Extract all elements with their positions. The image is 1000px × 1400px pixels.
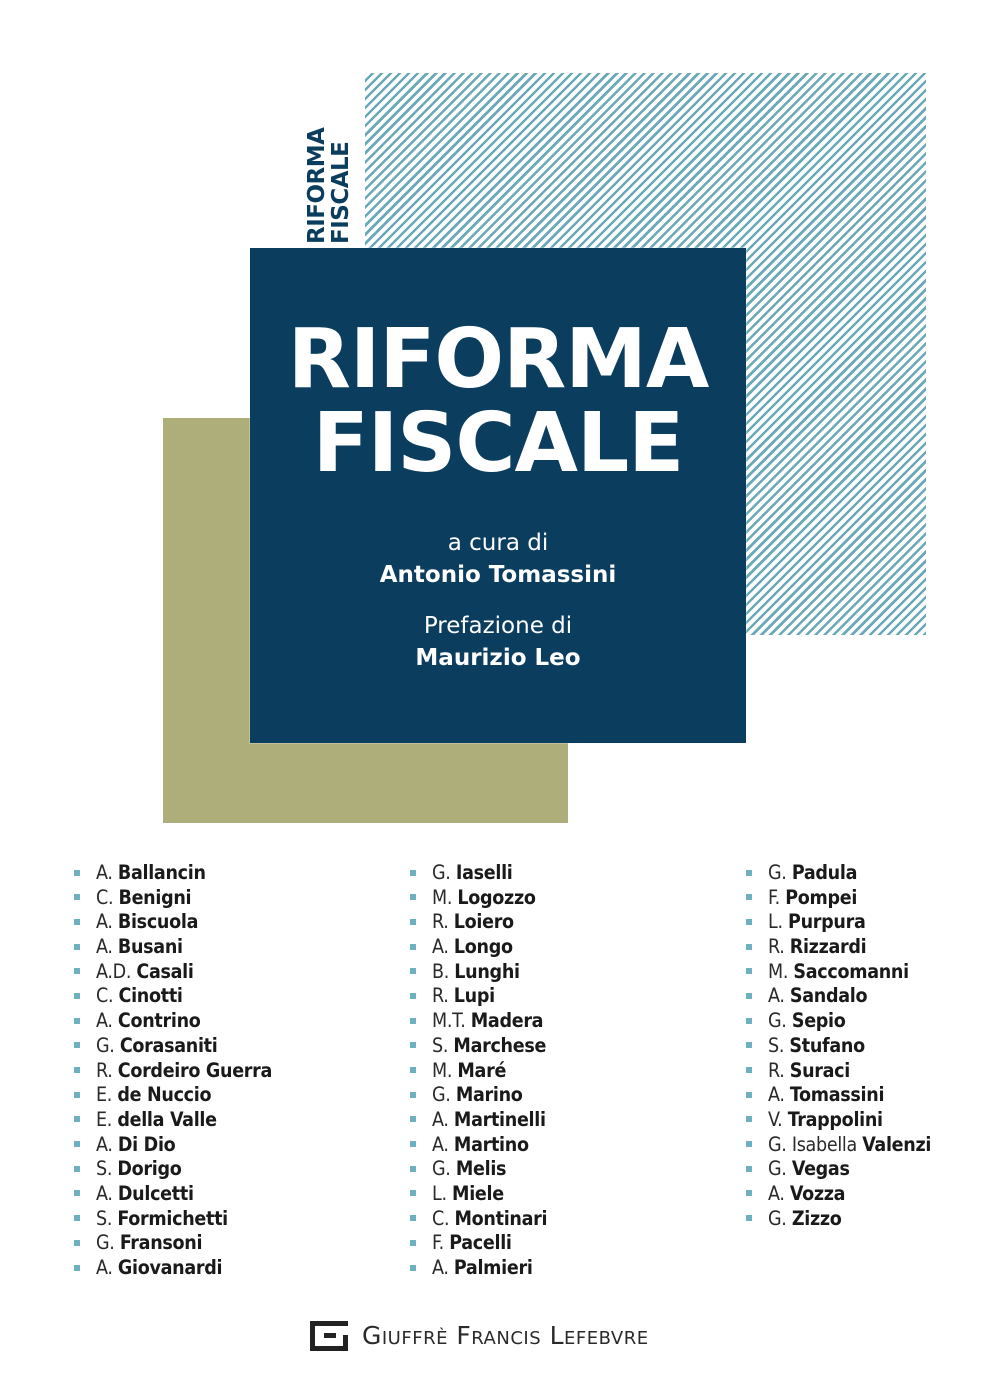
square-bullet-icon (746, 944, 752, 950)
author-initials: A. (432, 935, 449, 959)
author-initials: A. (96, 1132, 113, 1156)
curated-by-label: a cura di (447, 530, 549, 556)
square-bullet-icon (410, 1190, 416, 1196)
square-bullet-icon (746, 894, 752, 900)
author-surname: Dulcetti (117, 1181, 194, 1205)
square-bullet-icon (410, 870, 416, 876)
author-list-item (746, 1009, 931, 1034)
square-bullet-icon (410, 894, 416, 900)
author-initials: F. (432, 1231, 444, 1255)
author-initials: A. (768, 1181, 785, 1205)
author-initials: G. (96, 1033, 115, 1057)
author-surname: Montinari (454, 1206, 548, 1230)
author-list-item (410, 861, 547, 886)
author-list-item (746, 1108, 931, 1133)
author-surname: Suraci (789, 1058, 850, 1082)
author-initials: E. (96, 1083, 113, 1107)
author-initials: A. (768, 984, 785, 1008)
author-initials: S. (96, 1157, 113, 1181)
square-bullet-icon (410, 1240, 416, 1246)
square-bullet-icon (74, 1067, 80, 1073)
square-bullet-icon (410, 1067, 416, 1073)
square-bullet-icon (746, 1067, 752, 1073)
author-surname: Madera (470, 1009, 544, 1033)
author-initials: R. (768, 1058, 785, 1082)
author-column-1 (74, 861, 272, 1281)
author-initials: R. (96, 1058, 113, 1082)
spine-title (305, 128, 359, 244)
square-bullet-icon (74, 1092, 80, 1098)
author-list-item (410, 1207, 547, 1232)
author-list-item (746, 886, 931, 911)
author-list-item (74, 861, 272, 886)
preface-label: Prefazione di (423, 613, 573, 639)
author-initials: C. (96, 984, 114, 1008)
author-list-item (746, 910, 931, 935)
author-list-item (410, 960, 547, 985)
author-list-item (74, 1034, 272, 1059)
author-list-item (74, 1182, 272, 1207)
author-initials: B. (432, 959, 450, 983)
author-initials: M. (768, 959, 789, 983)
author-list-item (410, 1034, 547, 1059)
square-bullet-icon (410, 1042, 416, 1048)
author-surname: Dorigo (117, 1157, 182, 1181)
publisher (310, 1318, 649, 1354)
square-bullet-icon (746, 1190, 752, 1196)
author-surname: Cordeiro Guerra (117, 1058, 273, 1082)
square-bullet-icon (746, 968, 752, 974)
author-surname: Pompei (785, 885, 858, 909)
spine-title-line2: FISCALE (328, 141, 354, 244)
square-bullet-icon (74, 1141, 80, 1147)
author-surname: de Nuccio (117, 1083, 212, 1107)
square-bullet-icon (746, 1042, 752, 1048)
author-surname: Lupi (453, 984, 495, 1008)
author-initials: C. (96, 885, 114, 909)
square-bullet-icon (410, 919, 416, 925)
author-surname: Benigni (118, 885, 192, 909)
author-list-item (746, 1059, 931, 1084)
author-list-item (746, 1207, 931, 1232)
author-list-item (746, 960, 931, 985)
square-bullet-icon (74, 1166, 80, 1172)
author-initials: F. (768, 885, 780, 909)
square-bullet-icon (74, 944, 80, 950)
author-surname: Casali (136, 959, 194, 983)
author-list-item (746, 1133, 931, 1158)
author-list-item (74, 960, 272, 985)
author-surname: Iaselli (455, 861, 513, 884)
author-list-item (746, 935, 931, 960)
author-surname: Saccomanni (793, 959, 909, 983)
square-bullet-icon (746, 1092, 752, 1098)
square-bullet-icon (746, 1166, 752, 1172)
book-title-line1: RIFORMA (287, 312, 709, 407)
square-bullet-icon (74, 993, 80, 999)
author-initials: G. (96, 1231, 115, 1255)
author-initials: M. (432, 885, 453, 909)
square-bullet-icon (410, 1116, 416, 1122)
square-bullet-icon (410, 968, 416, 974)
author-list-item (74, 1108, 272, 1133)
author-surname: Martinelli (453, 1107, 546, 1131)
author-list-item (74, 1231, 272, 1256)
author-surname: Longo (453, 935, 513, 959)
author-list-item (74, 984, 272, 1009)
author-list-item (410, 1133, 547, 1158)
author-list-item (410, 1256, 547, 1281)
author-initials: L. (768, 910, 783, 934)
author-surname: Biscuola (117, 910, 199, 934)
author-initials: V. (768, 1107, 783, 1131)
author-surname: Loiero (453, 910, 514, 934)
author-list-item (74, 935, 272, 960)
author-list-item (74, 1133, 272, 1158)
author-initials: C. (432, 1206, 450, 1230)
author-list-item (746, 984, 931, 1009)
square-bullet-icon (410, 1018, 416, 1024)
square-bullet-icon (410, 1166, 416, 1172)
author-surname: Ballancin (117, 861, 206, 884)
author-surname: Maré (457, 1058, 507, 1082)
author-initials: A. (96, 861, 113, 884)
preface-author: Maurizio Leo (415, 645, 581, 671)
square-bullet-icon (410, 1141, 416, 1147)
author-surname: Lunghi (454, 959, 520, 983)
spine-title-line1: RIFORMA (304, 127, 330, 244)
author-list-item (410, 1083, 547, 1108)
author-surname: Rizzardi (789, 935, 867, 959)
square-bullet-icon (74, 1042, 80, 1048)
author-initials: L. (432, 1181, 447, 1205)
author-initials: A. (432, 1132, 449, 1156)
author-surname: Vozza (789, 1181, 846, 1205)
author-surname: Cinotti (118, 984, 183, 1008)
author-surname: Busani (117, 935, 183, 959)
square-bullet-icon (746, 1141, 752, 1147)
author-surname: Valenzi (862, 1132, 932, 1156)
author-surname: Trappolini (787, 1107, 883, 1131)
author-initials: E. (96, 1107, 113, 1131)
author-initials: G. (432, 1157, 451, 1181)
author-initials: R. (432, 910, 449, 934)
author-surname: Sepio (791, 1009, 846, 1033)
author-list-item (74, 910, 272, 935)
author-initials: G. (768, 1157, 787, 1181)
author-initials: R. (432, 984, 449, 1008)
author-surname: Martino (453, 1132, 529, 1156)
author-initials: A. (432, 1107, 449, 1131)
author-initials: G. (432, 1083, 451, 1107)
author-surname: Stufano (789, 1033, 865, 1057)
author-list-item (74, 1009, 272, 1034)
author-list-item (74, 1157, 272, 1182)
square-bullet-icon (746, 1215, 752, 1221)
square-bullet-icon (410, 944, 416, 950)
square-bullet-icon (74, 1018, 80, 1024)
author-surname: Marchese (453, 1033, 547, 1057)
author-surname: Formichetti (117, 1206, 228, 1230)
author-list-item (410, 935, 547, 960)
publisher-name: Giuffrè Francis Lefebvre (362, 1321, 649, 1350)
square-bullet-icon (74, 894, 80, 900)
author-list-item (74, 1256, 272, 1281)
book-title (250, 312, 746, 491)
author-surname: Miele (452, 1181, 504, 1205)
square-bullet-icon (746, 1116, 752, 1122)
author-initials: S. (432, 1033, 449, 1057)
author-initials: A. (96, 935, 113, 959)
square-bullet-icon (746, 870, 752, 876)
square-bullet-icon (74, 1265, 80, 1271)
credits (250, 527, 746, 674)
square-bullet-icon (74, 870, 80, 876)
author-list-item (746, 1034, 931, 1059)
author-list-item (74, 1207, 272, 1232)
author-list-item (746, 1182, 931, 1207)
author-initials: G. (768, 1009, 787, 1033)
author-column-3 (746, 861, 931, 1231)
author-surname: Tomassini (789, 1083, 885, 1107)
square-bullet-icon (74, 919, 80, 925)
author-list-item (410, 1231, 547, 1256)
author-initials: A. (96, 1009, 113, 1033)
giuffre-logo-icon (310, 1321, 348, 1351)
author-surname: Marino (455, 1083, 523, 1107)
author-list-item (410, 910, 547, 935)
author-surname: Vegas (791, 1157, 850, 1181)
author-list-item (410, 1009, 547, 1034)
author-initials: A.D. (96, 959, 132, 983)
square-bullet-icon (746, 993, 752, 999)
square-bullet-icon (746, 1018, 752, 1024)
author-list-item (74, 886, 272, 911)
author-surname: Melis (455, 1157, 507, 1181)
author-surname: Pacelli (449, 1231, 512, 1255)
curator-name: Antonio Tomassini (379, 562, 617, 588)
author-surname: della Valle (117, 1107, 217, 1131)
author-list-item (746, 861, 931, 886)
book-title-line2: FISCALE (312, 396, 684, 491)
square-bullet-icon (410, 993, 416, 999)
square-bullet-icon (410, 1092, 416, 1098)
author-initials: G. Isabella (768, 1132, 857, 1156)
author-initials: A. (96, 910, 113, 934)
author-initials: G. (768, 861, 787, 884)
author-initials: S. (96, 1206, 113, 1230)
author-surname: Fransoni (119, 1231, 203, 1255)
square-bullet-icon (746, 919, 752, 925)
square-bullet-icon (74, 1240, 80, 1246)
author-surname: Palmieri (453, 1256, 533, 1279)
author-list-item (746, 1157, 931, 1182)
author-initials: M.T. (432, 1009, 466, 1033)
author-surname: Corasaniti (119, 1033, 218, 1057)
author-initials: A. (96, 1256, 113, 1279)
author-surname: Sandalo (789, 984, 868, 1008)
author-initials: G. (768, 1206, 787, 1230)
square-bullet-icon (410, 1265, 416, 1271)
author-initials: A. (768, 1083, 785, 1107)
author-surname: Contrino (117, 1009, 201, 1033)
square-bullet-icon (410, 1215, 416, 1221)
square-bullet-icon (74, 968, 80, 974)
author-surname: Padula (791, 861, 858, 884)
author-initials: S. (768, 1033, 785, 1057)
author-surname: Di Dio (117, 1132, 176, 1156)
author-list-item (74, 1083, 272, 1108)
author-initials: M. (432, 1058, 453, 1082)
author-list-item (410, 886, 547, 911)
author-initials: R. (768, 935, 785, 959)
author-list-item (410, 1157, 547, 1182)
author-list-item (74, 1059, 272, 1084)
author-initials: A. (432, 1256, 449, 1279)
author-list-item (410, 1108, 547, 1133)
author-surname: Giovanardi (117, 1256, 223, 1279)
author-initials: G. (432, 861, 451, 884)
author-list-item (746, 1083, 931, 1108)
author-list-item (410, 984, 547, 1009)
author-surname: Logozzo (457, 885, 536, 909)
author-list-item (410, 1182, 547, 1207)
author-initials: A. (96, 1181, 113, 1205)
square-bullet-icon (74, 1215, 80, 1221)
author-list-item (410, 1059, 547, 1084)
square-bullet-icon (74, 1116, 80, 1122)
author-surname: Purpura (788, 910, 866, 934)
square-bullet-icon (74, 1190, 80, 1196)
author-column-2 (410, 861, 547, 1281)
author-surname: Zizzo (791, 1206, 842, 1230)
